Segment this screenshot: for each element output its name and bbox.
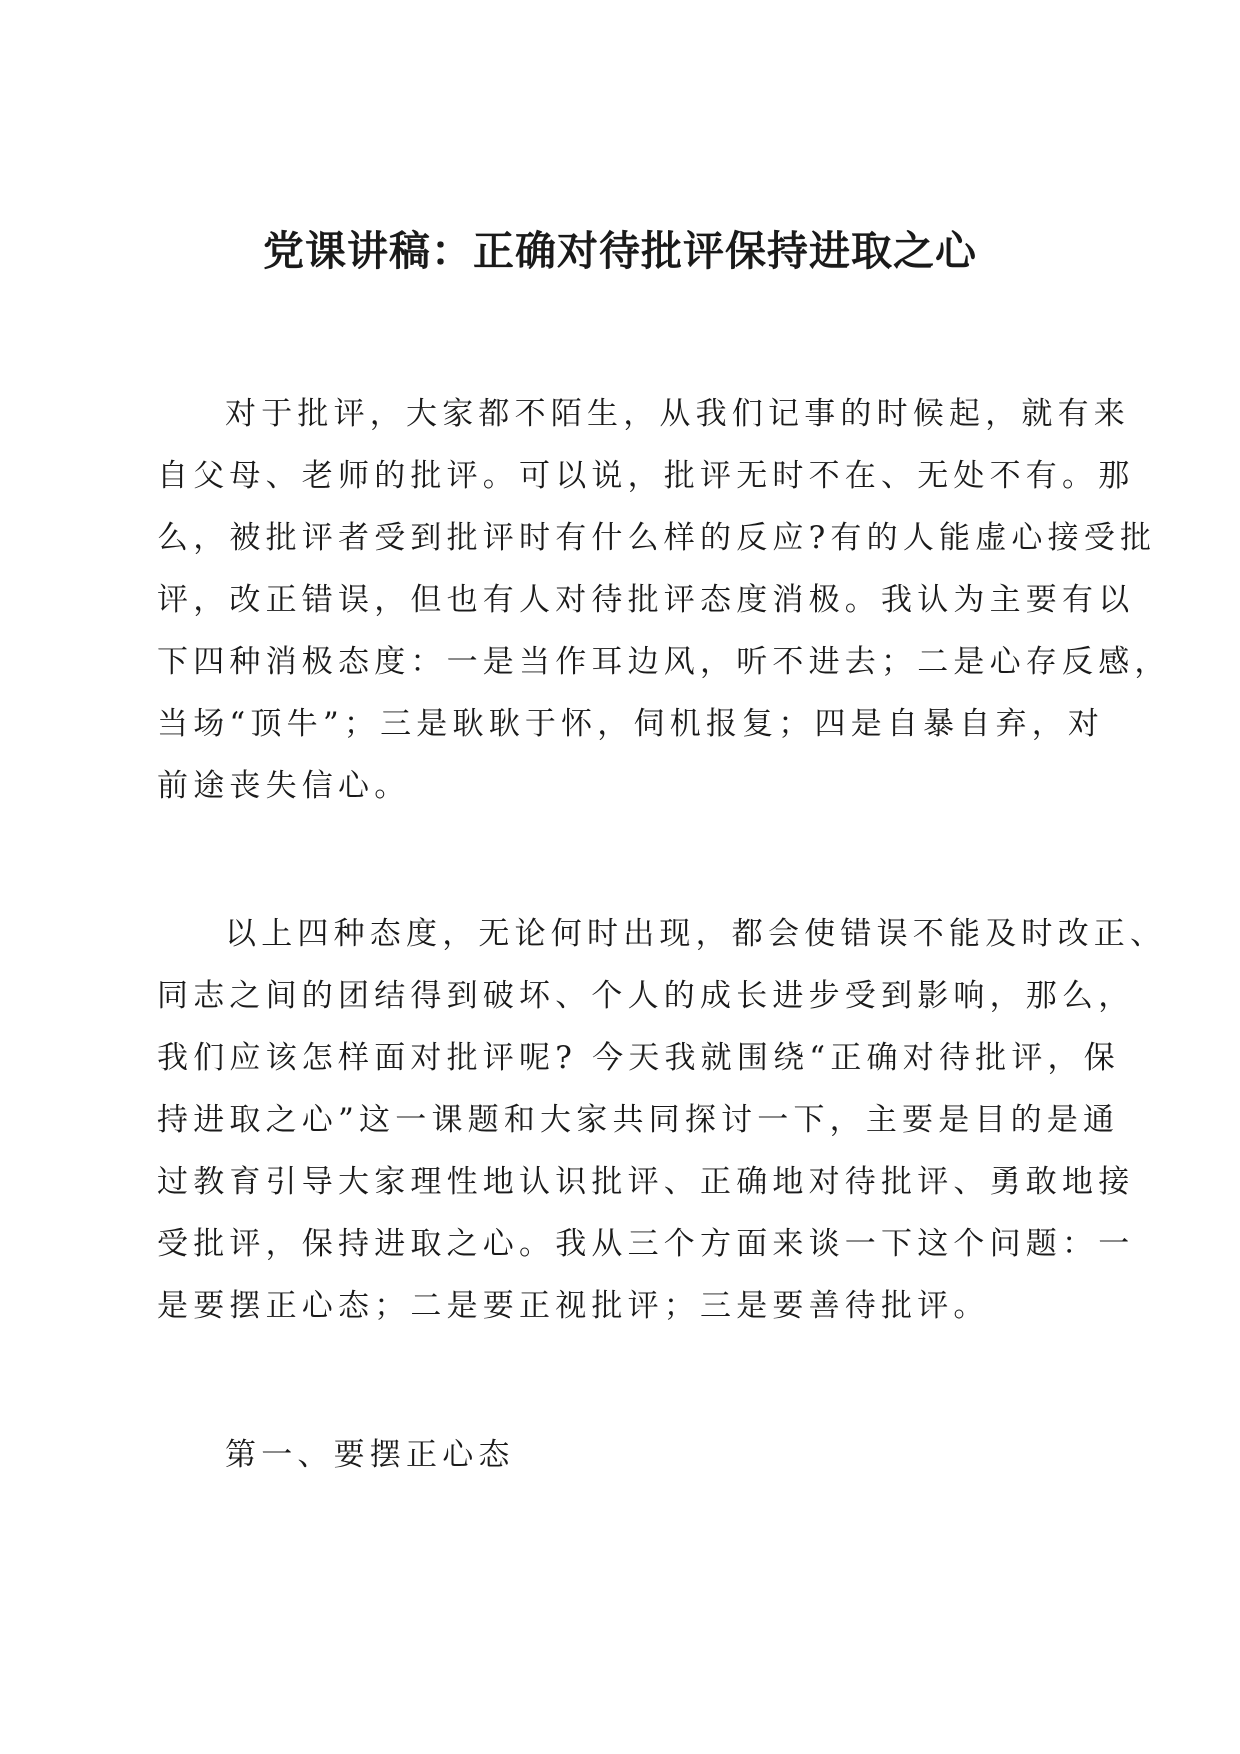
document-title: 党课讲稿：正确对待批评保持进取之心 <box>263 227 977 275</box>
section-heading-text: 第一、要摆正心态 <box>225 1437 515 1473</box>
paragraph-line: 我们应该怎样面对批评呢? 今天我就围绕“正确对待批评，保 <box>157 1040 1120 1076</box>
paragraph-line: 下四种消极态度：一是当作耳边风，听不进去；二是心存反感， <box>157 644 1171 680</box>
paragraph-line: 对于批评，大家都不陌生，从我们记事的时候起，就有来 <box>225 396 1130 432</box>
paragraph-line: 评，改正错误，但也有人对待批评态度消极。我认为主要有以 <box>157 582 1135 618</box>
paragraph-criticism-reactions <box>157 383 1171 817</box>
paragraph-line: 以上四种态度，无论何时出现，都会使错误不能及时改正、 <box>225 916 1167 952</box>
paragraph-line: 前途丧失信心。 <box>157 768 411 804</box>
paragraph-line: 受批评，保持进取之心。我从三个方面来谈一下这个问题：一 <box>157 1226 1135 1262</box>
paragraph-line: 持进取之心”这一课题和大家共同探讨一下，主要是目的是通 <box>157 1102 1120 1138</box>
section-heading <box>157 1424 1097 1486</box>
paragraph-line: 过教育引导大家理性地认识批评、正确地对待批评、勇敢地接 <box>157 1164 1135 1200</box>
paragraph-line: 同志之间的团结得到破坏、个人的成长进步受到影响，那么， <box>157 978 1135 1014</box>
paragraph-topic-introduction <box>157 903 1167 1337</box>
paragraph-line: 是要摆正心态；二是要正视批评；三是要善待批评。 <box>157 1288 990 1324</box>
paragraph-line: 么，被批评者受到批评时有什么样的反应?有的人能虚心接受批 <box>157 520 1157 556</box>
paragraph-line: 当场“顶牛”；三是耿耿于怀，伺机报复；四是自暴自弃，对 <box>157 706 1105 742</box>
paragraph-line: 自父母、老师的批评。可以说，批评无时不在、无处不有。那 <box>157 458 1135 494</box>
